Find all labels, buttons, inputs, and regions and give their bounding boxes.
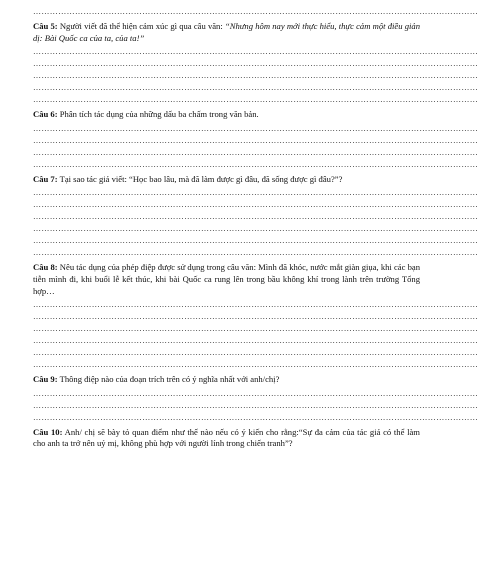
question-quote: “Nhưng hôm nay mới thực hiểu, thực cảm một điều giản dị: Bài Quốc ca của ta, của ta!” [33, 21, 420, 43]
answer-line: …………………………………………………………………………………………………………………………………………… [33, 7, 478, 16]
answer-line: …………………………………………………………………………………………………………………………………………… [33, 200, 478, 210]
question-text [33, 174, 420, 186]
question-number: Câu 10: [33, 426, 63, 437]
answer-line: …………………………………………………………………………………………………………………………………………… [33, 59, 478, 69]
answer-line: …………………………………………………………………………………………………………………………………………… [33, 388, 478, 398]
question-9 [33, 374, 478, 424]
answer-line: …………………………………………………………………………………………………………………………………………… [33, 324, 478, 334]
answer-line: …………………………………………………………………………………………………………………………………………… [33, 400, 478, 410]
question-number: Câu 5: [33, 21, 58, 31]
answer-line: …………………………………………………………………………………………………………………………………………… [33, 188, 478, 198]
answer-line: …………………………………………………………………………………………………………………………………………… [33, 83, 478, 93]
question-prompt: Người viết đã thể hiện cảm xúc gì qua câu văn: [57, 21, 225, 31]
question-number: Câu 9: [33, 374, 58, 385]
question-text [33, 262, 420, 297]
answer-line: …………………………………………………………………………………………………………………………………………… [33, 159, 478, 169]
answer-lines [33, 187, 478, 259]
question-prompt: Phân tích tác dụng của những dấu ba chấm trong văn bản. [57, 109, 259, 120]
answer-line: …………………………………………………………………………………………………………………………………………… [33, 412, 478, 422]
answer-line: …………………………………………………………………………………………………………………………………………… [33, 360, 478, 370]
question-text [33, 109, 420, 121]
answer-line: …………………………………………………………………………………………………………………………………………… [33, 95, 478, 105]
answer-line: …………………………………………………………………………………………………………………………………………… [33, 348, 478, 358]
question-7 [33, 173, 478, 260]
answer-line: …………………………………………………………………………………………………………………………………………… [33, 123, 478, 133]
answer-lines [33, 46, 478, 106]
question-number: Câu 6: [33, 109, 58, 120]
question-number: Câu 7: [33, 173, 58, 184]
answer-line: …………………………………………………………………………………………………………………………………………… [33, 71, 478, 81]
answer-line: …………………………………………………………………………………………………………………………………………… [33, 147, 478, 157]
question-prompt: Anh/ chị sẽ bày tỏ quan điểm như thế nào nếu có ý kiến cho rằng:“Sự đa cảm của tác giả có thể làm cho anh ta trở nên uỷ mị, không phù hợp với người lính trong chiến tranh”? [33, 426, 420, 449]
question-text [33, 427, 420, 450]
answer-line: …………………………………………………………………………………………………………………………………………… [33, 248, 478, 258]
answer-line: …………………………………………………………………………………………………………………………………………… [33, 336, 478, 346]
question-prompt: Nêu tác dụng của phép điệp được sử dụng trong câu văn: Mình đã khóc, nước mắt giàn giụa, khi các bạn tiễn mình đi, khi buổi lễ kết thúc, khi bài Quốc ca rung lên trong bầu không khí trong lành trên trường Tổng hợp… [33, 262, 421, 296]
answer-lines [33, 299, 478, 371]
answer-lines [33, 123, 478, 171]
question-8 [33, 262, 478, 371]
answer-line: …………………………………………………………………………………………………………………………………………… [33, 135, 478, 145]
question-text [33, 21, 420, 44]
question-10 [33, 427, 420, 450]
question-prompt: Tại sao tác giả viết: “Học bao lâu, mà đã làm được gì đâu, đã sống được gì đâu?”? [57, 173, 343, 184]
question-text [33, 374, 420, 386]
answer-lines [33, 388, 478, 424]
answer-line: …………………………………………………………………………………………………………………………………………… [33, 312, 478, 322]
answer-line: …………………………………………………………………………………………………………………………………………… [33, 300, 478, 310]
question-6 [33, 109, 478, 171]
question-5 [33, 21, 478, 106]
answer-line: …………………………………………………………………………………………………………………………………………… [33, 212, 478, 222]
answer-line: …………………………………………………………………………………………………………………………………………… [33, 47, 478, 57]
answer-line: …………………………………………………………………………………………………………………………………………… [33, 224, 478, 234]
answer-line: …………………………………………………………………………………………………………………………………………… [33, 236, 478, 246]
question-prompt: Thông điệp nào của đoạn trích trên có ý nghĩa nhất với anh/chị? [57, 374, 280, 385]
question-number: Câu 8: [33, 262, 58, 273]
